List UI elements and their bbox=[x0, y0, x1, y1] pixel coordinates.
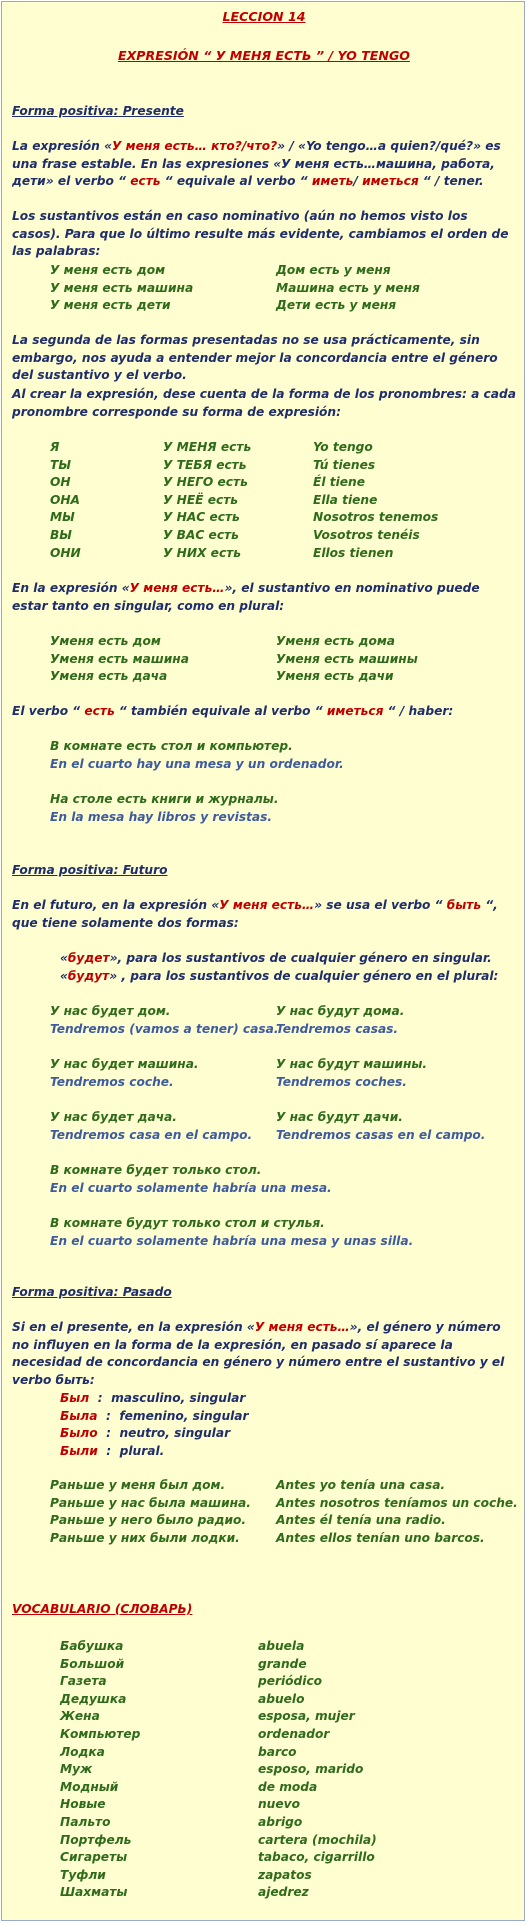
vocab-spanish: zapatos bbox=[258, 1867, 312, 1882]
example-russian-reordered: Машина есть у меня bbox=[276, 280, 420, 295]
lesson-title: LECCION 14 bbox=[222, 9, 306, 24]
pronoun-spanish: Vosotros tenéis bbox=[313, 528, 420, 542]
example-russian-singular: У нас будет дом. bbox=[50, 1004, 171, 1018]
text-run: El verbo “ bbox=[12, 704, 85, 718]
text-run: En el futuro, en la expresión « bbox=[12, 898, 220, 912]
pronoun-spanish: Tú tienes bbox=[313, 457, 376, 472]
highlighted-russian-text: У меня есть… кто?/что? bbox=[112, 139, 278, 153]
example-russian: У меня есть дом bbox=[50, 263, 166, 277]
example-spanish: Antes nosotros teníamos un coche. bbox=[276, 1495, 518, 1510]
past-verb-form: Был bbox=[60, 1391, 90, 1405]
example-spanish-plural: Tendremos casas. bbox=[276, 1021, 399, 1036]
present-paragraph-1 bbox=[12, 138, 518, 191]
present-paragraph-6 bbox=[12, 703, 518, 721]
text-run: “ / tener. bbox=[418, 174, 484, 189]
pronoun-spanish: Ellos tienen bbox=[313, 545, 394, 560]
vocab-spanish: cartera (mochila) bbox=[258, 1832, 377, 1847]
example-russian: У меня есть машина bbox=[50, 280, 194, 295]
pronoun-expression: У ТЕБЯ есть bbox=[163, 457, 247, 472]
past-verb-form: Было bbox=[60, 1426, 98, 1441]
vocab-spanish: abuela bbox=[258, 1639, 305, 1653]
example-singular: Уменя есть машина bbox=[50, 651, 189, 666]
present-paragraph-4: Al crear la expresión, dese cuenta de la forma de los pronombres: a cada pronombre corresponde su forma de expresión: bbox=[12, 387, 516, 419]
text-run: Si en el presente, en la expresión « bbox=[12, 1320, 255, 1334]
example-russian-singular: У нас будет машина. bbox=[50, 1057, 199, 1071]
vocab-spanish: abuelo bbox=[258, 1691, 305, 1706]
text-run: « bbox=[60, 968, 68, 983]
example-plural: Уменя есть машины bbox=[276, 651, 418, 666]
vocab-spanish: abrigo bbox=[258, 1815, 303, 1829]
text-run: La expresión « bbox=[12, 139, 113, 153]
future-paragraph-1 bbox=[12, 897, 518, 932]
example-russian: У меня есть дети bbox=[50, 298, 171, 313]
past-verb-form: Были bbox=[60, 1443, 98, 1458]
past-paragraph-1 bbox=[12, 1319, 518, 1389]
vocab-spanish: periódico bbox=[258, 1674, 323, 1689]
pronoun-expression: У МЕНЯ есть bbox=[163, 440, 252, 454]
pronoun-spanish: Yo tengo bbox=[313, 440, 373, 454]
example-spanish-plural: Tendremos coches. bbox=[276, 1074, 407, 1089]
vocab-spanish: ordenador bbox=[258, 1727, 330, 1741]
example-russian: Раньше у него было радио. bbox=[50, 1513, 246, 1528]
vocab-russian: Сигареты bbox=[60, 1850, 128, 1865]
example-spanish-singular: Tendremos coche. bbox=[50, 1074, 174, 1089]
past-verb-form: Была bbox=[60, 1408, 98, 1423]
example-russian-singular: У нас будет дача. bbox=[50, 1110, 177, 1124]
example-russian: Раньше у нас была машина. bbox=[50, 1495, 251, 1510]
past-form-line bbox=[60, 1390, 245, 1408]
example-plural: Уменя есть дачи bbox=[276, 669, 394, 684]
text-run: », el sustantivo en nominativo puede estar tanto en singular, como en plural: bbox=[12, 581, 480, 613]
future-form-line bbox=[60, 968, 498, 986]
example-spanish: En la mesa hay libros y revistas. bbox=[50, 809, 273, 824]
highlighted-russian-text: У меня есть… bbox=[129, 581, 225, 595]
vocab-russian: Туфли bbox=[60, 1867, 106, 1882]
vocab-russian: Портфель bbox=[60, 1832, 132, 1847]
section-heading-present: Forma positiva: Presente bbox=[12, 104, 184, 118]
vocab-russian: Жена bbox=[60, 1709, 100, 1724]
text-run: », para los sustantivos de cualquier género en singular. bbox=[109, 951, 492, 965]
vocab-spanish: esposa, mujer bbox=[258, 1709, 355, 1724]
example-russian: Раньше у меня был дом. bbox=[50, 1478, 226, 1492]
vocab-spanish: de moda bbox=[258, 1779, 318, 1794]
text-run: “ equivale al verbo “ bbox=[160, 174, 312, 189]
highlighted-russian-text: У меня есть… bbox=[219, 898, 315, 912]
vocab-russian: Пальто bbox=[60, 1815, 111, 1829]
lesson-subtitle: EXPRESIÓN “ У МЕНЯ ЕСТЬ ” / YO TENGO bbox=[117, 48, 410, 63]
section-heading-vocabulary: VOCABULARIO (СЛОВАРЬ) bbox=[12, 1602, 193, 1616]
past-verb-meaning: : masculino, singular bbox=[89, 1391, 246, 1405]
example-spanish: Antes yo tenía una casa. bbox=[276, 1478, 446, 1492]
text-run: “ / haber: bbox=[383, 704, 454, 718]
past-form-line bbox=[60, 1425, 230, 1443]
past-verb-meaning: : neutro, singular bbox=[97, 1426, 231, 1441]
text-run: », el género y número no influyen en la forma de la expresión, en pasado sí aparece la necesidad de concordancia en género y número entre el sustantivo y el verbo быть: bbox=[12, 1320, 505, 1387]
past-form-line bbox=[60, 1443, 164, 1461]
vocab-spanish: grande bbox=[258, 1656, 307, 1671]
text-run: / bbox=[353, 174, 363, 189]
example-spanish: Antes ellos tenían uno barcos. bbox=[276, 1530, 485, 1545]
highlighted-russian-text: есть bbox=[84, 704, 115, 718]
example-russian: Раньше у них были лодки. bbox=[50, 1530, 240, 1545]
vocab-spanish: esposo, marido bbox=[258, 1762, 364, 1777]
vocab-russian: Лодка bbox=[60, 1744, 105, 1759]
highlighted-russian-text: быть bbox=[446, 898, 482, 912]
pronoun: ВЫ bbox=[50, 528, 72, 542]
example-russian: В комнате будет только стол. bbox=[50, 1163, 262, 1177]
vocab-russian: Муж bbox=[60, 1762, 93, 1777]
past-verb-meaning: : plural. bbox=[97, 1443, 165, 1458]
example-spanish: En el cuarto solamente habría una mesa. bbox=[50, 1180, 332, 1195]
pronoun-expression: У НЕЁ есть bbox=[163, 492, 238, 507]
example-russian-plural: У нас будут дома. bbox=[276, 1004, 405, 1018]
highlighted-russian-text: У меня есть… bbox=[254, 1320, 350, 1334]
example-spanish-plural: Tendremos casas en el campo. bbox=[276, 1127, 486, 1142]
text-run: En la expresión « bbox=[12, 581, 130, 595]
present-paragraph-5 bbox=[12, 580, 518, 615]
pronoun-spanish: Él tiene bbox=[313, 475, 365, 490]
text-run: “, que tiene solamente dos formas: bbox=[12, 898, 498, 930]
pronoun-expression: У НАС есть bbox=[163, 510, 240, 525]
pronoun: МЫ bbox=[50, 510, 75, 525]
example-singular: Уменя есть дача bbox=[50, 669, 168, 684]
vocab-russian: Шахматы bbox=[60, 1885, 128, 1900]
example-russian: В комнате есть стол и компьютер. bbox=[50, 739, 293, 753]
pronoun: Я bbox=[50, 440, 60, 454]
highlighted-russian-text: иметь bbox=[311, 174, 354, 189]
section-heading-past: Forma positiva: Pasado bbox=[12, 1285, 172, 1299]
pronoun-spanish: Ella tiene bbox=[313, 492, 378, 507]
example-spanish-singular: Tendremos casa en el campo. bbox=[50, 1127, 253, 1142]
example-russian-plural: У нас будут дачи. bbox=[276, 1110, 403, 1124]
example-plural: Уменя есть дома bbox=[276, 634, 396, 648]
present-paragraph-3: La segunda de las formas presentadas no se usa prácticamente, sin embargo, nos ayuda a entender mejor la concordancia entre el género del sustantivo y el verbo. bbox=[12, 333, 498, 383]
lesson-page bbox=[1, 1, 525, 1921]
example-spanish: En el cuarto hay una mesa y un ordenador. bbox=[50, 756, 344, 771]
text-run: « bbox=[60, 951, 68, 965]
past-verb-meaning: : femenino, singular bbox=[97, 1408, 249, 1423]
example-russian: В комнате будут только стол и стулья. bbox=[50, 1216, 325, 1230]
example-spanish: Antes él tenía una radio. bbox=[276, 1513, 446, 1528]
example-spanish-singular: Tendremos (vamos a tener) casa. bbox=[50, 1021, 279, 1036]
pronoun: ОН bbox=[50, 475, 71, 490]
pronoun: ТЫ bbox=[50, 457, 71, 472]
text-run: “ también equivale al verbo “ bbox=[114, 704, 327, 718]
vocab-spanish: ajedrez bbox=[258, 1885, 309, 1900]
vocab-russian: Модный bbox=[60, 1779, 119, 1794]
text-run: » se usa el verbo “ bbox=[314, 898, 447, 912]
example-russian-reordered: Дом есть у меня bbox=[276, 263, 391, 277]
future-form-line bbox=[60, 950, 492, 968]
past-form-line bbox=[60, 1408, 249, 1426]
text-run: » / «Yo tengo…a quien?/qué?» es una frase estable. En las expresiones «У меня есть…машина, работа, дети» el verbo “ bbox=[12, 139, 501, 189]
present-paragraph-2: Los sustantivos están en caso nominativo (aún no hemos visto los casos). Para que lo último resulte más evidente, cambiamos el orden de las palabras: bbox=[12, 209, 509, 259]
section-heading-future: Forma positiva: Futuro bbox=[12, 863, 168, 877]
text-run: » , para los sustantivos de cualquier género en el plural: bbox=[109, 968, 499, 983]
vocab-spanish: tabaco, cigarrillo bbox=[258, 1850, 375, 1865]
highlighted-russian-text: иметься bbox=[362, 174, 419, 189]
highlighted-russian-text: будет bbox=[67, 951, 110, 965]
example-russian-reordered: Дети есть у меня bbox=[276, 298, 397, 313]
vocab-spanish: nuevo bbox=[258, 1797, 300, 1812]
example-russian: На столе есть книги и журналы. bbox=[50, 792, 279, 806]
pronoun: ОНА bbox=[50, 492, 80, 507]
vocab-russian: Бабушка bbox=[60, 1639, 124, 1653]
example-spanish: En el cuarto solamente habría una mesa y unas silla. bbox=[50, 1233, 414, 1248]
pronoun-expression: У НЕГО есть bbox=[163, 475, 248, 490]
highlighted-russian-text: будут bbox=[67, 968, 110, 983]
vocab-russian: Дедушка bbox=[60, 1691, 127, 1706]
vocab-russian: Большой bbox=[60, 1656, 125, 1671]
pronoun-spanish: Nosotros tenemos bbox=[313, 510, 439, 525]
pronoun: ОНИ bbox=[50, 545, 81, 560]
highlighted-russian-text: иметься bbox=[326, 704, 384, 718]
example-russian-plural: У нас будут машины. bbox=[276, 1057, 428, 1071]
highlighted-russian-text: есть bbox=[130, 174, 161, 189]
example-singular: Уменя есть дом bbox=[50, 634, 161, 648]
vocab-russian: Компьютер bbox=[60, 1727, 141, 1741]
vocab-russian: Газета bbox=[60, 1674, 107, 1689]
vocab-spanish: barco bbox=[258, 1744, 297, 1759]
pronoun-expression: У ВАС есть bbox=[163, 528, 239, 542]
pronoun-expression: У НИХ есть bbox=[163, 545, 241, 560]
vocab-russian: Новые bbox=[60, 1797, 106, 1812]
